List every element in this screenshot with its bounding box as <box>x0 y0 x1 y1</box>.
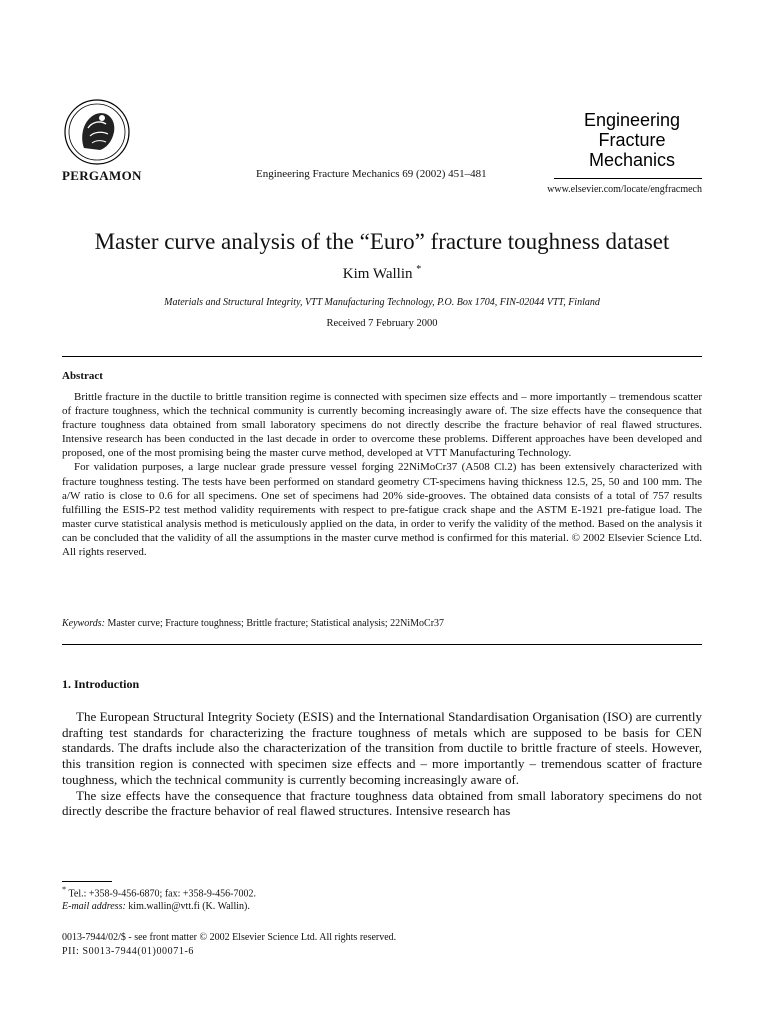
author-footnote-mark[interactable]: * <box>416 264 422 275</box>
body-paragraph: The size effects have the consequence that fracture toughness data obtained from small laboratory specimens do not directly describe the fracture behavior of real flawed structures. Intensive research has <box>62 787 702 819</box>
journal-divider <box>554 178 702 179</box>
section-heading: 1. Introduction <box>62 677 140 691</box>
pii-identifier: PII: S0013-7944(01)00071-6 <box>62 946 194 957</box>
footnote-contact-text: Tel.: +358-9-456-6870; fax: +358-9-456-7002. <box>68 888 256 900</box>
body-paragraph: The European Structural Integrity Society (ESIS) and the International Standardisation Organisation (ISO) are currently drafting test standards for characterizing the fracture toughness of metals which are supposed to be basis for CEN standards. The drafts include also the characterization of the transition from ductile to brittle fracture of steels. However, this transition region is connected with specimen size effects and – more importantly – tremendous scatter of fracture toughness, which the technical community is currently becoming increasingly aware of. <box>62 709 702 787</box>
journal-url[interactable]: www.elsevier.com/locate/engfracmech <box>547 184 702 195</box>
journal-title-line: Mechanics <box>588 150 676 170</box>
abstract-paragraph: Brittle fracture in the ductile to brittle transition regime is connected with specimen size effects and – more importantly – tremendous scatter of fracture toughness, which the technical community is currently becoming increasingly aware of. The size effects have the consequence that fracture toughness data obtained from small laboratory specimens do not directly describe the fracture behavior of real flawed structures. Intensive research has been conducted in the last decade in order to overcome these problems. Different approaches have been developed and proposed, one of the most promising being the master curve method, developed at VTT Manufacturing Technology. <box>62 391 702 460</box>
abstract-bottom-divider <box>62 644 702 645</box>
email-label: E-mail address: <box>62 901 126 912</box>
publisher-logo-icon <box>62 98 132 166</box>
front-matter-notice: 0013-7944/02/$ - see front matter © 2002 Elsevier Science Ltd. All rights reserved. <box>62 932 397 943</box>
author-name: Kim Wallin <box>342 266 413 282</box>
abstract-top-divider <box>62 356 702 357</box>
email-link[interactable]: kim.wallin@vtt.fi (K. Wallin). <box>128 901 250 912</box>
author-line <box>62 264 702 283</box>
keywords-list: Master curve; Fracture toughness; Brittle fracture; Statistical analysis; 22NiMoCr37 <box>107 618 445 629</box>
footnote-divider <box>62 881 112 882</box>
publisher-name: PERGAMON <box>62 168 142 183</box>
abstract-heading: Abstract <box>62 370 103 382</box>
footnote-contact <box>62 885 256 899</box>
keywords-line <box>62 618 702 629</box>
article-title: Master curve analysis of the “Euro” fracture toughness dataset <box>94 229 670 254</box>
introduction-body <box>62 709 702 819</box>
journal-title-line: Engineering <box>583 110 681 130</box>
journal-citation: Engineering Fracture Mechanics 69 (2002) 451–481 <box>256 168 487 180</box>
abstract-paragraph: For validation purposes, a large nuclear grade pressure vessel forging 22NiMoCr37 (A508 Cl.2) has been extensively characterized with fracture toughness testing. The tests have been performed on standard geometry CT-specimens having thickness 12.5, 25, 50 and 100 mm. The a/W ratio is close to 0.6 for all specimens. One set of specimens had 20% side-grooves. The obtained data consists of a total of 757 results fulfilling the ESIS-P2 test method validity requirements with respect to pre-fatigue crack shape and the ASTM E-1921 pre-fatigue load. The master curve statistical analysis method is meticulously applied on the data, in order to verify the validity of the method. Based on the analysis it can be concluded that the validity of all the assumptions in the master curve method is confirmed for this material. © 2002 Elsevier Science Ltd. All rights reserved. <box>62 461 702 559</box>
journal-title <box>562 110 702 170</box>
footnote-mark: * <box>62 885 67 894</box>
keywords-label: Keywords: <box>62 618 105 629</box>
journal-title-line: Fracture <box>598 130 666 150</box>
author-affiliation: Materials and Structural Integrity, VTT Manufacturing Technology, P.O. Box 1704, FIN-02044 VTT, Finland <box>164 297 600 308</box>
abstract-body <box>62 390 702 559</box>
footnote-email <box>62 901 250 912</box>
received-date: Received 7 February 2000 <box>326 318 438 329</box>
